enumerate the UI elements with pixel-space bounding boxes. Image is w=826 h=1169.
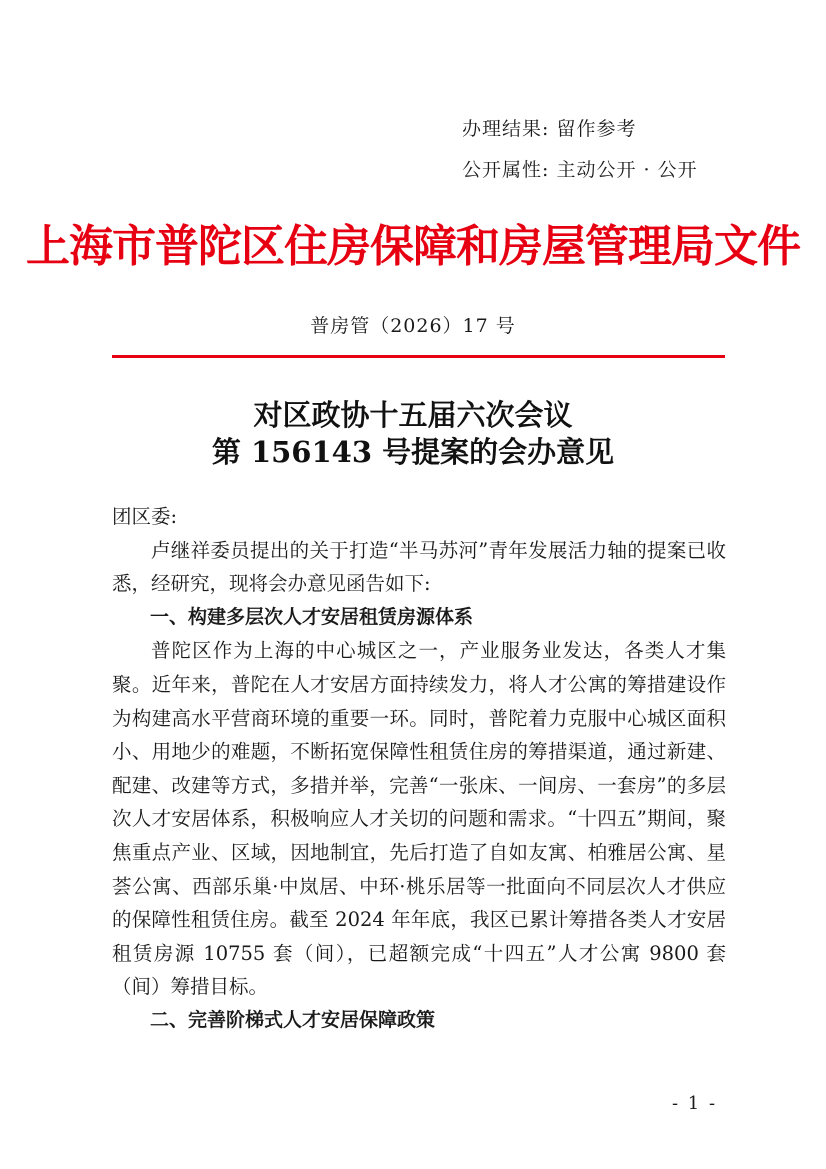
document-body [112, 500, 726, 1038]
disclosure-label: 公开属性 [462, 159, 543, 181]
document-number: 普房管（2026）17 号 [310, 315, 516, 337]
section1-paragraph: 普陀区作为上海的中心城区之一，产业服务业发达，各类人才集聚。近年来，普陀在人才安居方面持续发力，将人才公寓的筹措建设作为构建高水平营商环境的重要一环。同时，普陀着力克服中心城区面积小、用地少的难题，不断拓宽保障性租赁住房的筹措渠道，通过新建、配建、改建等方式，多措并举，完善“一张床、一间房、一套房”的多层次人才安居体系，积极响应人才关切的问题和需求。“十四五”期间，聚焦重点产业、区域，因地制宜，先后打造了自如友寓、柏雅居公寓、星荟公寓、西部乐巢·中岚居、中环·桃乐居等一批面向不同层次人才供应的保障性租赁住房。截至 2024 年年底，我区已累计筹措各类人才安居租赁房源 10755 套（间），已超额完成“十四五”人才公寓 9800 套（间）筹措目标。 [112, 639, 726, 999]
disclosure-attribute: 公开属性: 主动公开 · 公开 [462, 159, 698, 181]
handling-result-value: 留作参考 [556, 118, 637, 140]
salutation: 团区委: [112, 505, 178, 528]
section2-heading: 二、完善阶梯式人才安居保障政策 [150, 1008, 436, 1031]
document-title-line2: 第 156143 号提案的会办意见 [211, 435, 615, 469]
issuer-title: 上海市普陀区住房保障和房屋管理局文件 [26, 221, 800, 272]
disclosure-value: 主动公开 · 公开 [556, 159, 698, 181]
document-title-line1: 对区政协十五届六次会议 [253, 398, 573, 432]
handling-result-label: 办理结果 [462, 118, 543, 140]
section1-heading: 一、构建多层次人才安居租赁房源体系 [150, 605, 474, 628]
handling-result: 办理结果: 留作参考 [462, 118, 637, 140]
intro-paragraph: 卢继祥委员提出的关于打造“半马苏河”青年发展活力轴的提案已收悉，经研究，现将会办意见函告如下: [112, 538, 726, 596]
red-separator-line [112, 355, 725, 358]
page-number: - 1 - [672, 1093, 718, 1114]
